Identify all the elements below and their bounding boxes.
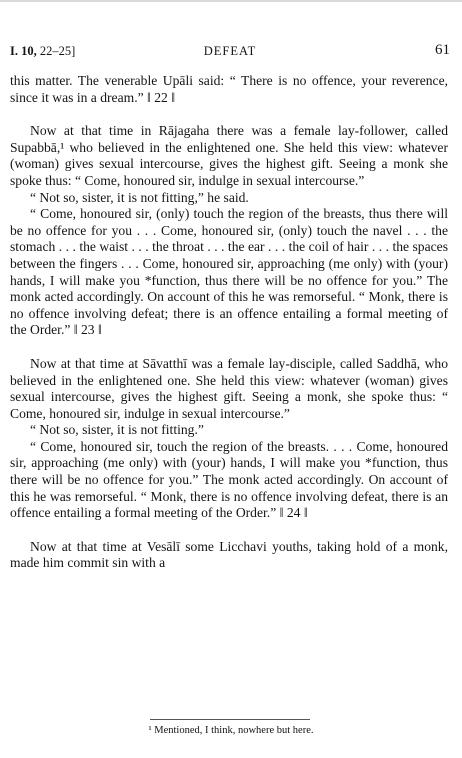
paragraph-reply-2: “ Not so, sister, it is not fitting.” — [30, 422, 204, 438]
paragraph-request-1: “ Come, honoured sir, (only) touch the region of the breasts, thus there will be no offence for you . . . Come, honoured sir, (only) touch the navel . . . the stomach . . . the waist . . . the throat . . . the ear . . . the coil of hair . . . the spaces between the fingers . . . Come, honoured sir, approaching (me only) with (your) hands, I will make you *function, thus there will be no offence for you.” The monk acted accordingly. On account of this he was remorseful. “ Monk, there is no offence involving defeat; there is an offence entailing a formal meeting of the Order.” ‖ 23 ‖ — [10, 206, 448, 338]
page-top-edge — [0, 0, 462, 2]
paragraph-continuation: this matter. The venerable Upāli said: “ There is no offence, your reverence, since it was in a dream.” ‖ 22 ‖ — [10, 73, 448, 105]
page-number: 61 — [435, 42, 450, 58]
paragraph-supabba: Now at that time in Rājagaha there was a female lay-follower, called Supabbā,¹ who believed in the enlightened one. She held this view: whatever (woman) gives sexual intercourse, gives the highest gift. Seeing a monk she spoke thus: “ Come, honoured sir, indulge in sexual intercourse.” — [10, 123, 448, 188]
page-body — [10, 73, 448, 572]
paragraph-vesali: Now at that time at Vesālī some Licchavi youths, taking hold of a monk, made him commit sin with a — [10, 538, 448, 571]
footnote-divider — [150, 719, 310, 720]
footnote: ¹ Mentioned, I think, nowhere but here. — [148, 725, 314, 736]
running-header — [10, 44, 450, 62]
paragraph-request-2: “ Come, honoured sir, touch the region of the breasts. . . . Come, honoured sir, approaching (me only) with (your) hands, I will make you *function, thus there will be no offence for you.” The monk acted accordingly. On account of this he was remorseful. “ Monk, there is no offence involving defeat, there is an offence entailing a formal meeting of the Order.” ‖ 24 ‖ — [10, 438, 448, 521]
chapter-ref-text: I. 10, — [10, 44, 37, 58]
verse-range-text: 22–25] — [39, 44, 76, 58]
paragraph-saddha: Now at that time at Sāvatthī was a female lay-disciple, called Saddhā, who believed in the enlightened one. She held this view: whatever (woman) gives sexual intercourse, gives the highest gift. Seeing a monk, she spoke thus: “ Come, honoured sir, indulge in sexual intercourse.” — [10, 355, 448, 421]
running-title: DEFEAT — [203, 44, 257, 58]
paragraph-reply-1: “ Not so, sister, it is not fitting,” he said. — [30, 189, 249, 205]
